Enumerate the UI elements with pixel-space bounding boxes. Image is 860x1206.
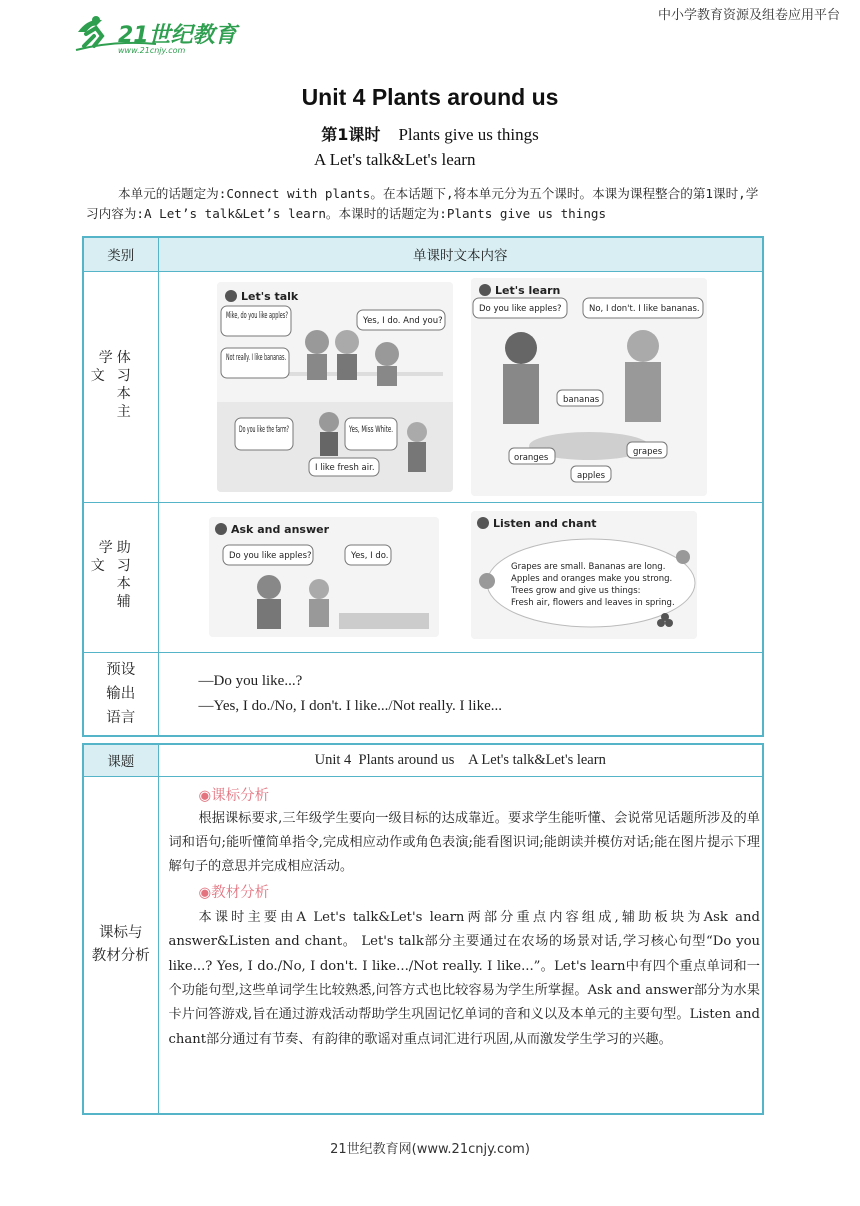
listen-chant-title: Listen and chant [492,516,597,530]
topic-header: 课题 [83,744,158,776]
analysis-table [82,743,764,1115]
talk-bubble-5: Yes, Miss White. [347,424,393,435]
main-text-cell [158,271,763,502]
chant-line-2: Apples and oranges make you strong. [510,573,672,584]
textbook-analysis-text: 本课时主要由A Let's talk&Let's learn两部分重点内容组成,辅助板块为Ask and answer&Listen and chant。 Let's talk部分主要通过在农场的场景对话,学习核心句型“Do you like...? Yes, I do./No, I don't. I like.../Not really. I like...”。Let's learn中有四个重点单词和一个功能句型,这些单词学生比较熟悉,问答方式也比较容易为学生所掌握。Ask and answer部分为水果卡片问答游戏,旨在通过游戏活动帮助学生巩固记忆单词的音和义以及本单元的主要句型。Listen and chant部分通过有节奏、有韵律的歌谣对重点词汇进行巩固,从而激发学生学习的兴趣。 [168,909,760,1047]
standard-analysis-text: 根据课标要求,三年级学生要向一级目标的达成靠近。要求学生能听懂、会说常见话题所涉及的单词和语句;能听懂简单指令,完成相应动作或角色表演;能看图识词;能朗读并模仿对话;能在图片提示下理解句子的意思并完成相应活动。 [168,810,760,875]
output-lang-cell [158,652,763,736]
talk-bubble-3: Not really. I like bananas. [225,352,286,363]
ask-bubble-2: Yes, I do. [350,550,388,561]
analysis-cell [158,776,763,1114]
category-header: 类别 [83,237,158,271]
learn-bubble-2: No, I don't. I like bananas. [588,303,700,314]
word-apples: apples [576,470,605,481]
learn-bubble-1: Do you like apples? [478,303,562,314]
output-lang-label-cell: 预设 输出 语言 [83,652,158,736]
talk-bubble-6: I like fresh air. [314,462,375,473]
ask-bubble-1: Do you like apples? [228,550,312,561]
footer: 21世纪教育网(www.21cnjy.com) [330,1142,530,1157]
talk-bubble-1: Mike, do you like apples? [225,310,288,321]
logo [72,12,242,56]
standard-analysis-heading: ◉课标分析 [198,787,270,804]
lesson-number: 第1课时 [321,125,381,144]
lesson-heading [0,122,860,145]
analysis-label-cell: 课标与 教材分析 [83,776,158,1114]
intro-paragraph: 本单元的话题定为:Connect with plants。在本话题下,将本单元分为五个课时。本课为课程整合的第1课时,学习内容为:A Let’s talk&Let’s learn。本课时的话题定为:Plants give us things [86,186,759,221]
ask-answer-figure [209,517,439,637]
lets-learn-title: Let's learn [494,283,560,297]
content-header: 单课时文本内容 [158,237,763,271]
lets-talk-title: Let's talk [240,289,298,303]
lang-line-2: —Yes, I do./No, I don't. I like.../Not really. I like... [198,697,503,714]
word-oranges: oranges [513,452,548,463]
logo-text: 21世纪教育 [118,23,237,48]
talk-bubble-4: Do you like the farm? [238,424,289,435]
aux-text-cell [158,502,763,652]
talk-bubble-2: Yes, I do. And you? [362,315,443,326]
lets-talk-figure [217,282,453,492]
chant-line-4: Fresh air, flowers and leaves in spring. [510,597,675,608]
platform-name: 中小学教育资源及组卷应用平台 [657,8,840,23]
main-text-label-cell: 学 体 习 文 本 主 [83,271,158,502]
word-grapes: grapes [632,446,662,457]
page-title: Unit 4 Plants around us [301,84,559,110]
text-content-table [82,236,764,737]
logo-url: www.21cnjy.com [118,46,186,55]
chant-line-3: Trees grow and give us things: [510,585,640,596]
lang-line-1: —Do you like...? [198,672,303,689]
lesson-topic: Plants give us things [398,125,539,144]
chant-line-1: Grapes are small. Bananas are long. [510,561,665,572]
topic-value: Unit 4 Plants around us A Let's talk&Let's learn [158,744,763,776]
ask-answer-title: Ask and answer [230,522,329,536]
listen-chant-figure [471,511,697,639]
lesson-subtitle: A Let's talk&Let's learn [314,150,476,169]
lets-learn-figure [471,278,707,496]
word-bananas: bananas [562,394,599,405]
textbook-analysis-heading: ◉教材分析 [198,884,270,901]
aux-text-label-cell: 学 助 习 文 本 辅 [83,502,158,652]
